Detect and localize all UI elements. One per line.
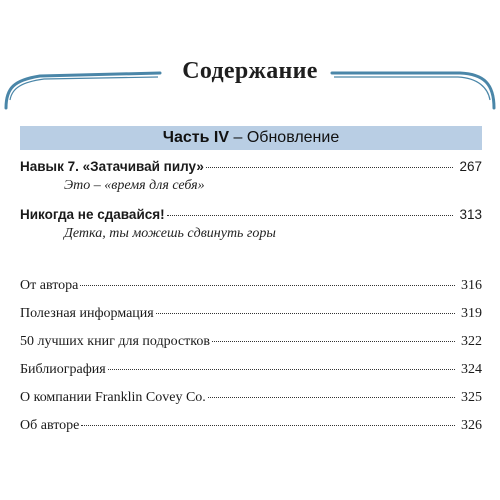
toc-entry-label: Полезная информация	[20, 306, 154, 321]
dot-leader	[167, 215, 454, 216]
toc-entry-label: Библиография	[20, 362, 106, 377]
toc-entry-50-books[interactable]	[20, 334, 482, 350]
part-name: Обновление	[246, 129, 340, 146]
dot-leader	[80, 285, 455, 286]
toc-entry-about-author[interactable]	[20, 418, 482, 434]
toc-entry-page: 313	[459, 207, 482, 222]
toc-entry-about-company[interactable]	[20, 390, 482, 406]
toc-entry-label: О компании Franklin Covey Co.	[20, 390, 206, 405]
dot-leader	[206, 167, 454, 168]
toc-entry-skill-7[interactable]	[20, 159, 482, 174]
toc-entry-label: 50 лучших книг для подростков	[20, 334, 210, 349]
toc-entry-page: 325	[461, 390, 482, 405]
toc-entry-page: 324	[461, 362, 482, 377]
dot-leader	[108, 369, 455, 370]
toc-entry-never-give-up[interactable]	[20, 207, 482, 222]
toc-entry-label: Навык 7. «Затачивай пилу»	[20, 159, 204, 174]
toc-entry-bibliography[interactable]	[20, 362, 482, 378]
toc-entry-subtitle: Детка, ты можешь сдвинуть горы	[64, 226, 276, 241]
part-heading-band	[20, 126, 482, 150]
toc-entry-page: 319	[461, 306, 482, 321]
toc-entry-page: 322	[461, 334, 482, 349]
toc-entry-page: 326	[461, 418, 482, 433]
toc-entry-from-author[interactable]	[20, 278, 482, 294]
toc-entry-subtitle: Это – «время для себя»	[64, 178, 205, 193]
toc-entry-useful-info[interactable]	[20, 306, 482, 322]
page-title: Содержание	[182, 58, 318, 84]
toc-entry-label: Никогда не сдавайся!	[20, 207, 165, 222]
dot-leader	[212, 341, 455, 342]
dot-leader	[156, 313, 455, 314]
dot-leader	[81, 425, 455, 426]
toc-entry-label: От автора	[20, 278, 79, 293]
dot-leader	[208, 397, 455, 398]
toc-entry-label: Об авторе	[20, 418, 80, 433]
toc-entry-page: 267	[459, 159, 482, 174]
part-dash: –	[229, 129, 247, 146]
toc-entry-page: 316	[461, 278, 482, 293]
part-number: Часть IV	[162, 129, 230, 146]
